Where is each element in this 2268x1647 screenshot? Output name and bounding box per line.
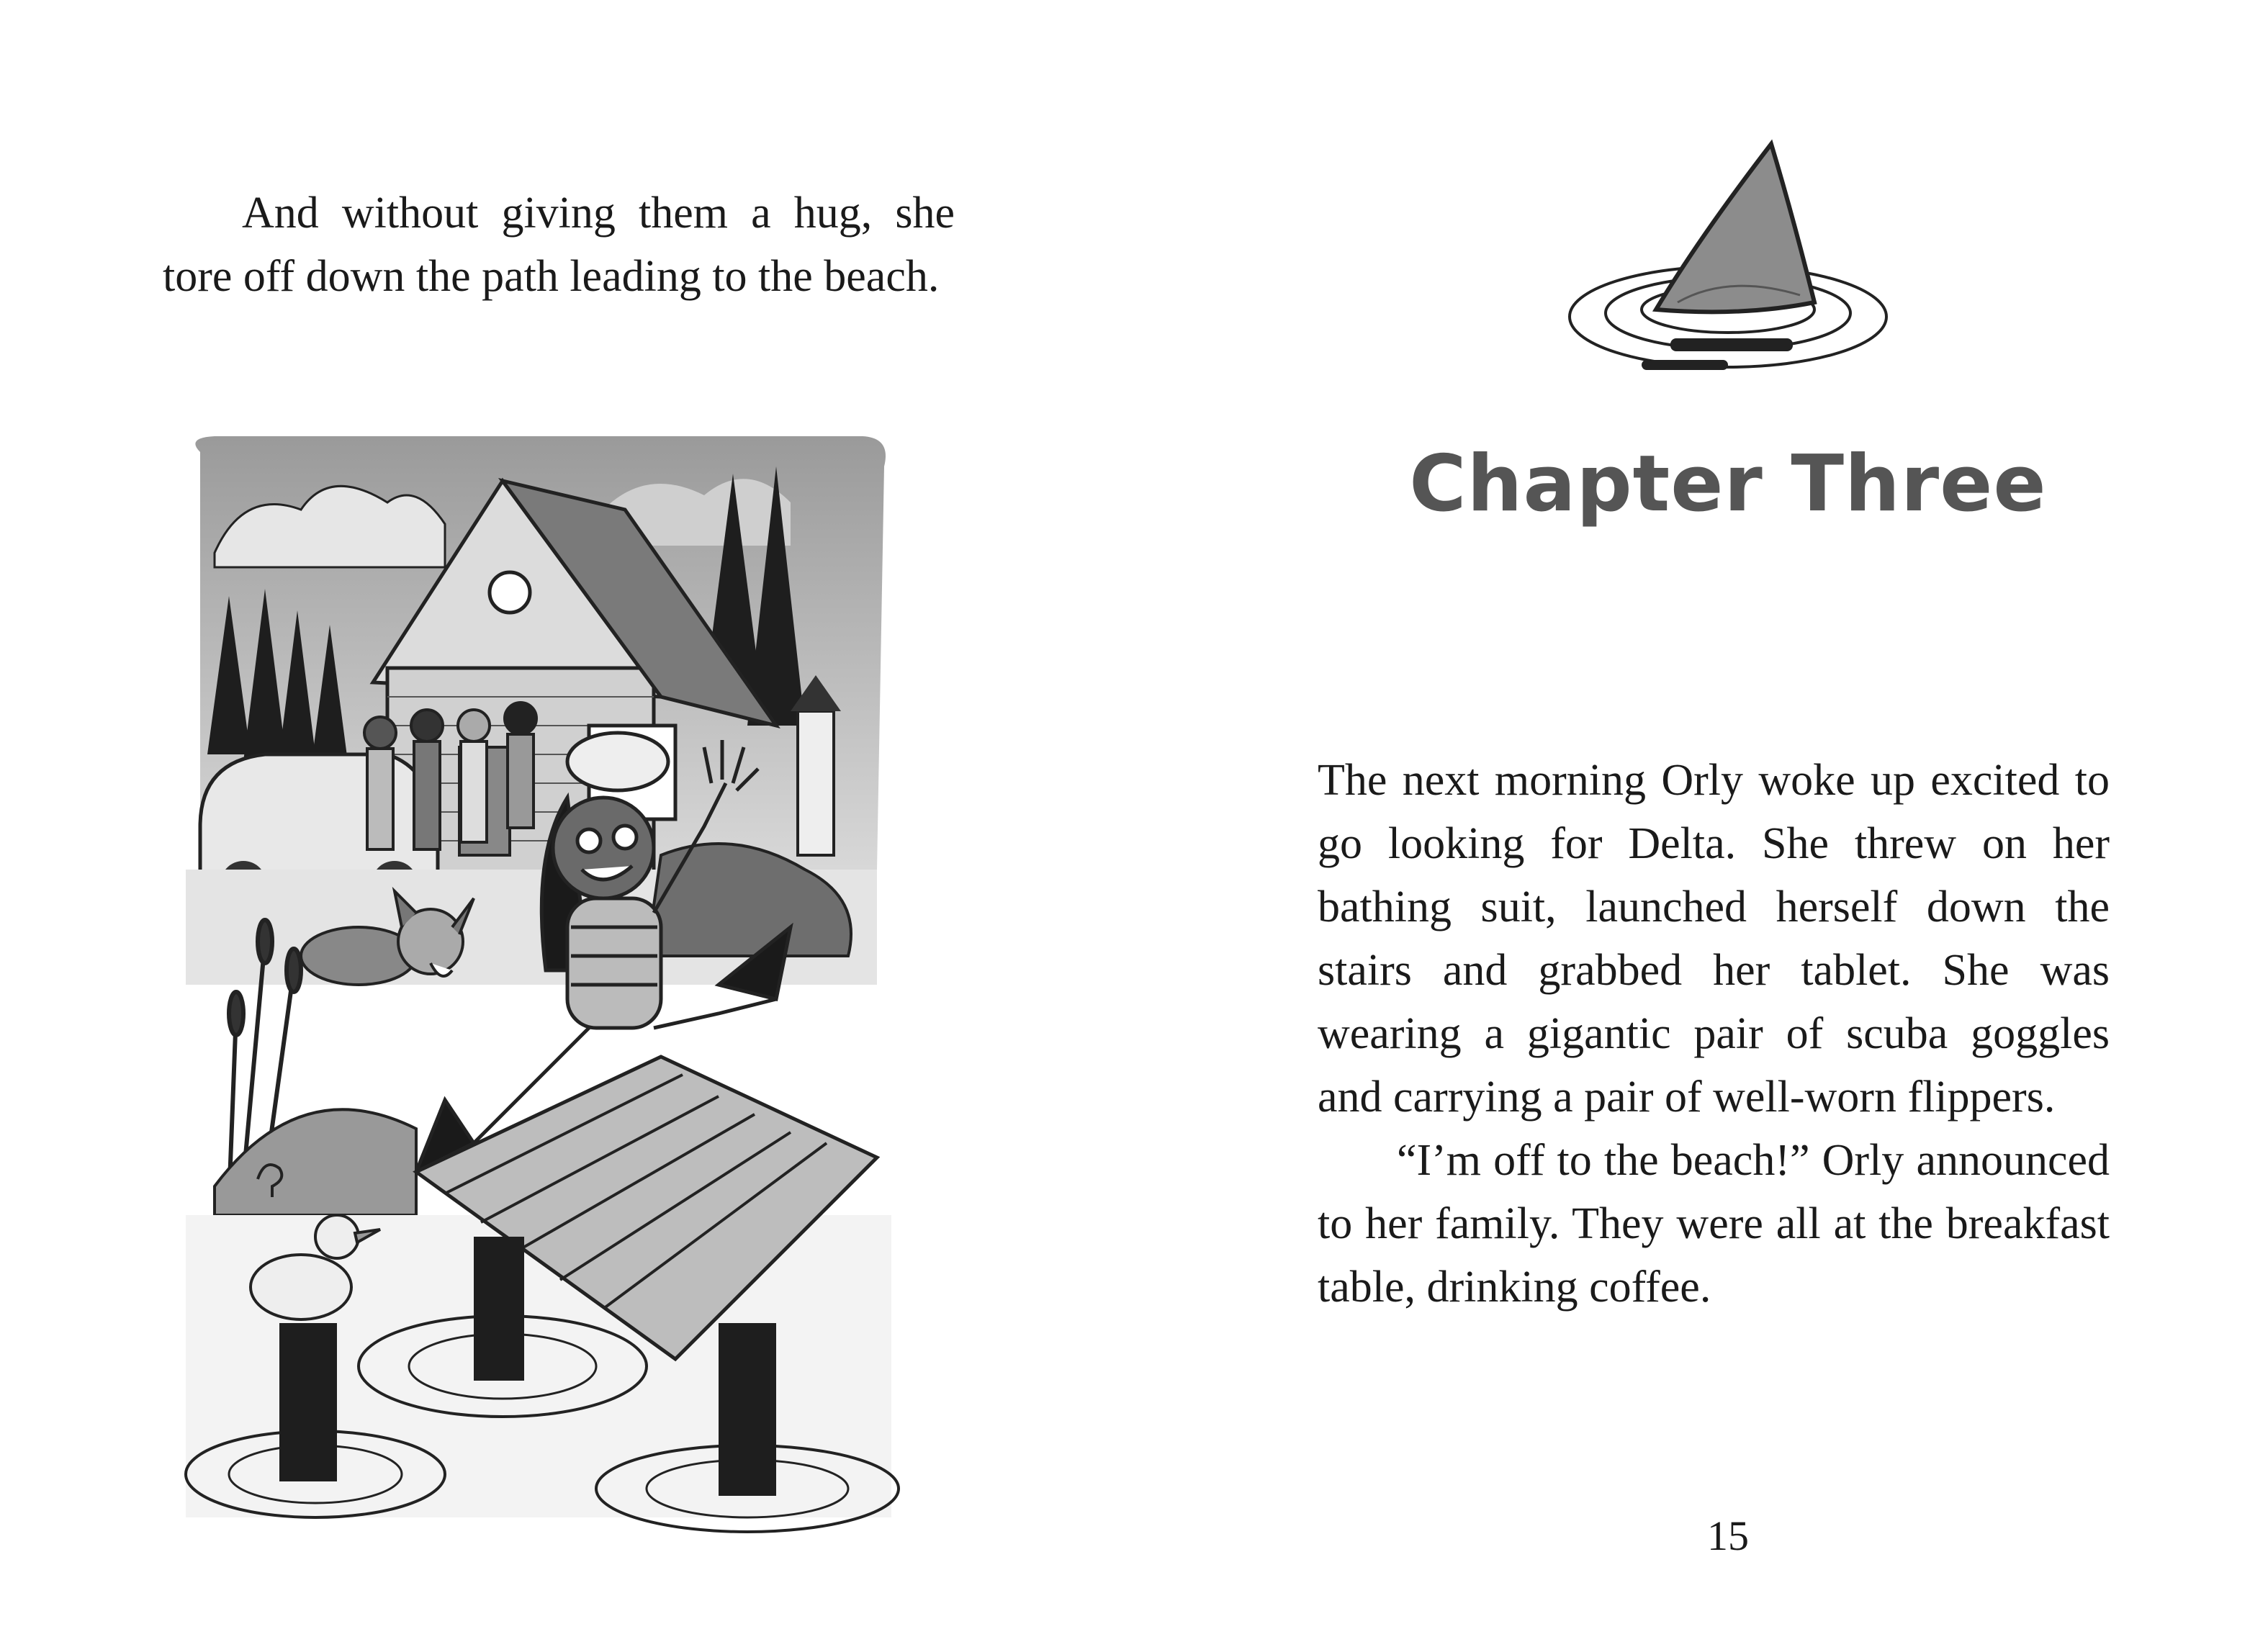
left-paragraph-text: And without giving them a hug, she tore off down the path leading to the beach. <box>163 189 955 301</box>
body-paragraph-1: The next morning Orly woke up excited to go looking for Delta. She threw on her bathing suit, launched herself down the stairs and grabbed her tablet. She was wearing a gigantic pair of scuba goggles and carrying a pair of well-worn flippers. <box>1318 756 2110 1122</box>
illustration-orly-running-to-dock-icon <box>157 423 920 1546</box>
body-paragraph-2-text: “I’m off to the beach!” Orly announced to her family. They were all at the breakfast table, drinking coffee. <box>1318 1136 2110 1312</box>
right-page <box>1134 0 2268 1647</box>
page-number: 15 <box>1707 1512 1749 1559</box>
left-paragraph <box>163 181 955 308</box>
chapter-title: Chapter Three <box>1409 439 2047 529</box>
shark-fin-icon <box>1555 130 1901 389</box>
body-paragraph-2 <box>1318 1129 2110 1319</box>
chapter-body <box>1318 749 2110 1319</box>
